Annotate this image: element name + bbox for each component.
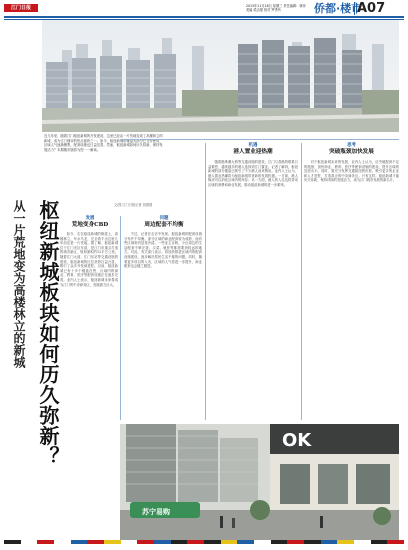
color-swatch: [271, 540, 288, 544]
color-swatch: [71, 540, 88, 544]
color-swatch: [104, 540, 121, 544]
color-swatch: [154, 540, 171, 544]
article-text: 如今，走在枢纽新城的街道上，高楼林立，车水马龙，完全看不出这里几年前还是一片荒地。据了解，枢纽新城位于江门市区东部，是江门市重点打造的城市新区，规划面积约12平方公里。随着江门大道、江门东站等交通设施的建设，枢纽新城的区位优势日益凸显，吸引了众多开发商进驻。目前，枢纽新城已有十多个楼盘在售，区域内的商业、教育、医疗等配套设施正在逐步完善。业内人士表示，枢纽新城未来将成为江门的中央商务区，发展潜力巨大。: [60, 232, 118, 287]
masthead-rule: [4, 16, 404, 18]
column-rule: [120, 216, 121, 420]
color-swatch: [204, 540, 221, 544]
section-heading: 港人置业迎热潮: [233, 149, 273, 155]
skyline-illustration: [42, 20, 399, 132]
street-photo: [120, 424, 399, 540]
section-kicker: 思考: [347, 143, 356, 148]
byline: 文/图 江门日报记者 刘国强: [114, 203, 153, 207]
section-title: 侨都·楼市: [314, 2, 363, 15]
article-column: [124, 232, 202, 420]
section-kicker: 问题: [159, 216, 169, 221]
color-swatch: [371, 540, 388, 544]
section-heading: 荒地变身CBD: [71, 222, 109, 228]
page-number: A07: [354, 2, 385, 15]
color-swatch: [87, 540, 104, 544]
color-swatch: [287, 540, 304, 544]
color-swatch: [37, 540, 54, 544]
article-column: [304, 160, 399, 420]
color-swatch: [4, 540, 21, 544]
skyline-photo: [42, 20, 399, 132]
section-kicker: 发展: [85, 216, 95, 221]
article-text: 不过，记者在走访中发现，枢纽新城的配套设施分布并不均衡。部分区域的商业配套较为成熟，而有些区域则仍显得冷清。一些业主反映，小区周边的生活配套不够完善，买菜、就医等都需要到较远的地方。对此，有关部门表示，将加快推进区域内的配套设施建设，逐步解决居民生活不便的问题。同时，随着更多项目的入市，区域的人气将进一步提升，商业配套也会随之跟进。: [124, 232, 202, 269]
color-swatch: [221, 540, 238, 544]
color-swatch: [387, 540, 404, 544]
intro-paragraph: 近几年来，随着江门枢纽新城的开发建设，这里已经由一片荒地变成了高楼林立的新城，成为江门楼市的热点板块之一。如今，枢纽新城的楼盘大部分已交付使用，区域人气逐渐聚集，配套设施也日益完善。然而，枢纽新城如何历久弥新，保持发展活力？本期楼市版将为您一一解读。: [44, 134, 163, 152]
color-swatch: [354, 540, 371, 544]
column-rule: [205, 143, 206, 420]
dateline: 2015年11月18日 星期三 责任编辑：林萍 美编 梁志强 校对 罗秀玲: [246, 4, 306, 13]
color-swatch: [237, 540, 254, 544]
color-swatch: [321, 540, 338, 544]
section-kicker: 机遇: [248, 143, 258, 148]
masthead-rule-thin: [4, 19, 404, 20]
article-text: 对于枢纽新城未来的发展，业内人士认为，应突破配套不足的瓶颈，加快商业、教育、医疗等配套设施的建设，提升区域的宜居水平。同时，要充分发挥交通枢纽的优势，吸引更多的企业和人才进驻，打造真正的中央商务区。只有这样，枢纽新城才能历久弥新，保持持续的发展活力，成为江门城市发展的新名片。: [304, 160, 399, 183]
color-swatch: [137, 540, 154, 544]
color-swatch: [21, 540, 38, 544]
color-swatch: [337, 540, 354, 544]
store-sign: 苏宁易购: [142, 508, 170, 516]
color-swatch: [254, 540, 271, 544]
article-column: [208, 160, 298, 420]
print-color-bar: [4, 540, 404, 544]
section-heading: 周边配套不均衡: [144, 222, 184, 228]
ok-store-sign: OK: [282, 430, 312, 451]
street-illustration: [120, 424, 399, 540]
headline: 枢纽新城板块如何历久弥新？: [36, 200, 60, 467]
subheadline: 从一片荒地变为高楼林立的新城: [12, 200, 26, 368]
color-swatch: [304, 540, 321, 544]
article-text: 随着港珠澳大桥等交通设施的建设，江门与香港的联系日益紧密，越来越多的港人选择到江门置业。记者了解到，枢纽新城的部分楼盘已吸引了不少港人前来购房。业内人士认为，港人置业热潮将为枢纽新城带来新的发展机遇。一方面，港人购房可以消化区域内的库存；另一方面，港人的入住也将带动区域的消费和商业发展，推动枢纽新城的进一步繁荣。: [208, 160, 298, 187]
color-swatch: [121, 540, 138, 544]
color-swatch: [187, 540, 204, 544]
color-swatch: [54, 540, 71, 544]
column-rule: [301, 143, 302, 420]
section-heading: 突破瓶颈加快发展: [329, 149, 374, 155]
newspaper-logo: 江门日报: [4, 4, 38, 12]
color-swatch: [171, 540, 188, 544]
article-column: [60, 232, 118, 540]
section-divider: [120, 139, 399, 140]
